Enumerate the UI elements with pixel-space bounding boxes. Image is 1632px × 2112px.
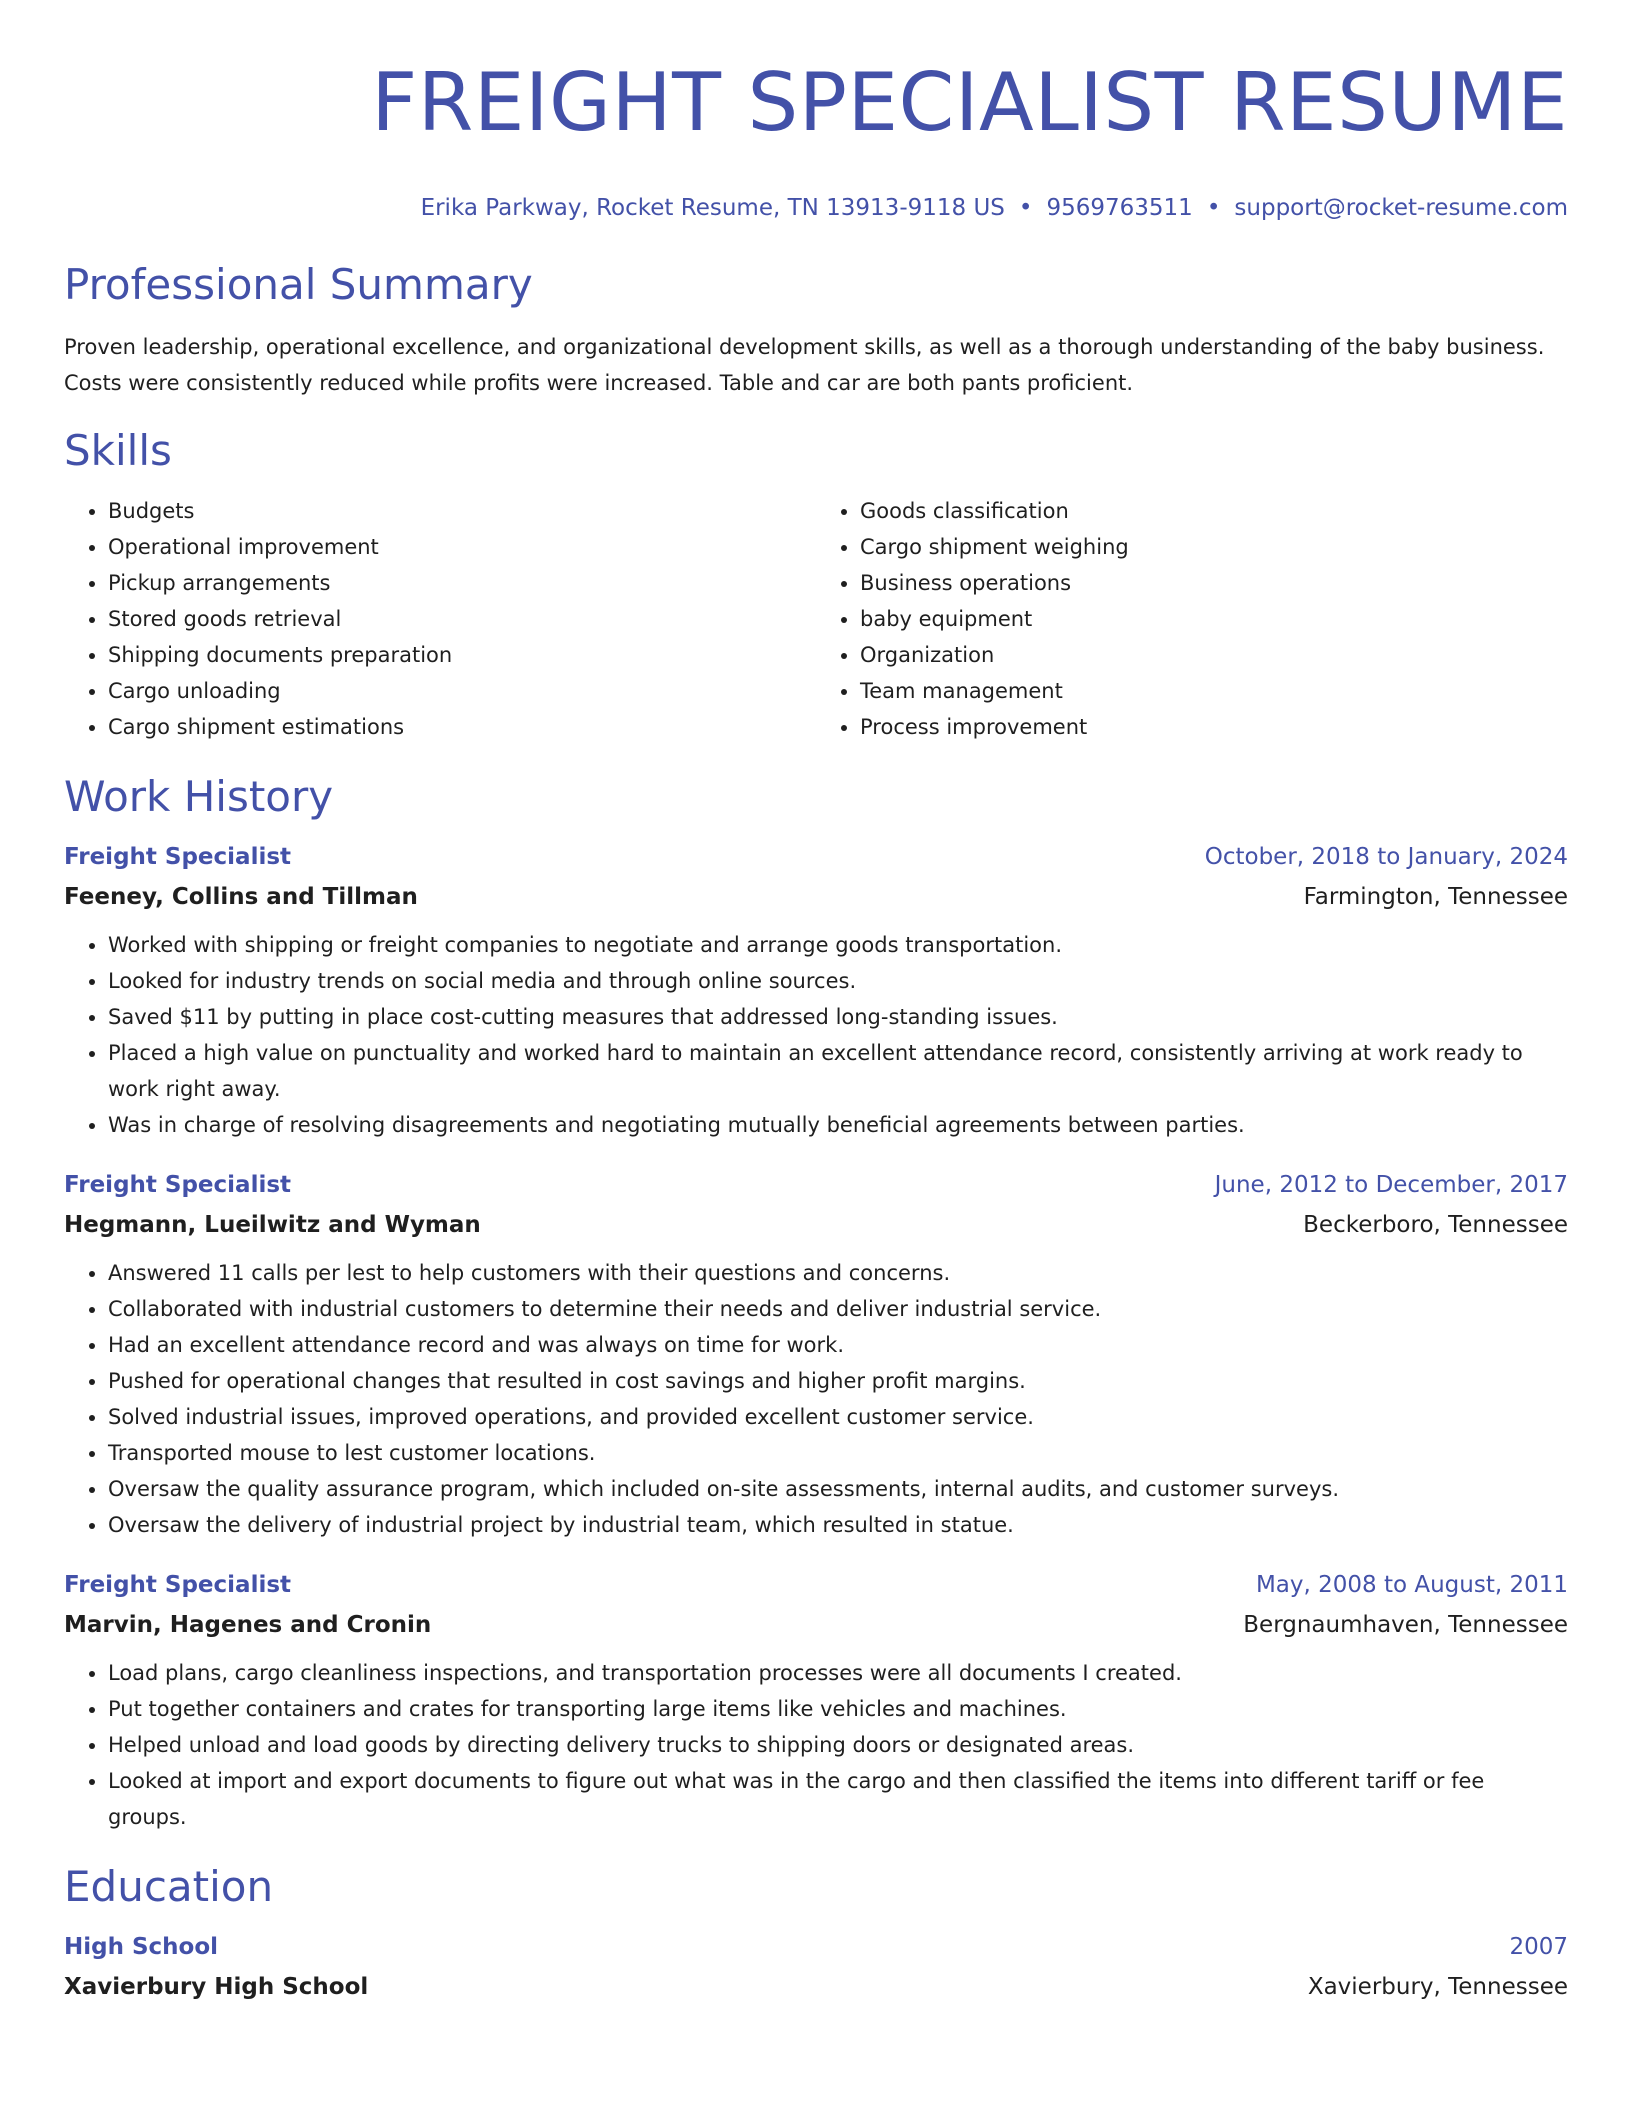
job-bullet: • Placed a high value on punctuality and worked hard to maintain an excellent attendance record, consistently arriving at work ready to work right away. <box>108 1035 1568 1107</box>
job-entry <box>64 837 1568 1143</box>
skill-item: • Goods classification <box>860 493 1568 529</box>
job-subheader <box>64 1605 1568 1645</box>
contact-separator: • <box>1018 195 1033 221</box>
education-subheader <box>64 1967 1568 2007</box>
job-dates: May, 2008 to August, 2011 <box>1255 1572 1568 1598</box>
skill-item: • Pickup arrangements <box>108 565 816 601</box>
job-bullet: • Oversaw the delivery of industrial project by industrial team, which resulted in statue. <box>108 1507 1568 1543</box>
contact-line <box>64 193 1568 223</box>
education-degree: High School <box>64 1934 219 1960</box>
skills-heading: Skills <box>64 426 172 475</box>
job-bullet: • Collaborated with industrial customers to determine their needs and deliver industrial service. <box>108 1291 1568 1327</box>
job-company: Marvin, Hagenes and Cronin <box>64 1612 432 1638</box>
education-year: 2007 <box>1509 1934 1568 1960</box>
skill-item: • Cargo unloading <box>108 673 816 709</box>
job-entry <box>64 1165 1568 1543</box>
skill-item: • Business operations <box>860 565 1568 601</box>
resume-title: FREIGHT SPECIALIST RESUME <box>371 56 1568 149</box>
job-location: Farmington, Tennessee <box>1303 884 1568 910</box>
job-role: Freight Specialist <box>64 844 292 870</box>
skills-column-left <box>64 493 816 745</box>
job-bullet: • Solved industrial issues, improved operations, and provided excellent customer service. <box>108 1399 1568 1435</box>
skill-item: • Cargo shipment estimations <box>108 709 816 745</box>
job-bullet: • Worked with shipping or freight companies to negotiate and arrange goods transportation. <box>108 927 1568 963</box>
skill-item: • baby equipment <box>860 601 1568 637</box>
skill-item: • Stored goods retrieval <box>108 601 816 637</box>
education-location: Xavierbury, Tennessee <box>1307 1974 1568 2000</box>
contact-address: Erika Parkway, Rocket Resume, TN 13913-9118 US <box>420 195 1005 221</box>
job-bullet: • Looked at import and export documents to figure out what was in the cargo and then classified the items into different tariff or fee groups. <box>108 1763 1568 1835</box>
skills-column-right <box>816 493 1568 745</box>
job-header <box>64 837 1568 877</box>
education-heading: Education <box>64 1862 274 1911</box>
job-bullet: • Looked for industry trends on social media and through online sources. <box>108 963 1568 999</box>
job-bullet: • Put together containers and crates for transporting large items like vehicles and machines. <box>108 1691 1568 1727</box>
job-company: Hegmann, Lueilwitz and Wyman <box>64 1212 481 1238</box>
education-school: Xavierbury High School <box>64 1974 369 2000</box>
skill-item: • Shipping documents preparation <box>108 637 816 673</box>
job-location: Beckerboro, Tennessee <box>1303 1212 1568 1238</box>
job-entry <box>64 1565 1568 1835</box>
job-bullet: • Was in charge of resolving disagreements and negotiating mutually beneficial agreements between parties. <box>108 1107 1568 1143</box>
job-bullet: • Had an excellent attendance record and was always on time for work. <box>108 1327 1568 1363</box>
job-bullet: • Saved $11 by putting in place cost-cutting measures that addressed long-standing issues. <box>108 999 1568 1035</box>
job-bullet: • Oversaw the quality assurance program, which included on-site assessments, internal audits, and customer surveys. <box>108 1471 1568 1507</box>
job-bullet: • Helped unload and load goods by directing delivery trucks to shipping doors or designated areas. <box>108 1727 1568 1763</box>
job-dates: June, 2012 to December, 2017 <box>1214 1172 1568 1198</box>
job-header <box>64 1565 1568 1605</box>
education-entry <box>64 1927 1568 2007</box>
skills-list <box>64 493 1568 745</box>
skill-item: • Cargo shipment weighing <box>860 529 1568 565</box>
job-bullet: • Pushed for operational changes that resulted in cost savings and higher profit margins. <box>108 1363 1568 1399</box>
job-location: Bergnaumhaven, Tennessee <box>1243 1612 1568 1638</box>
job-bullet: • Load plans, cargo cleanliness inspections, and transportation processes were all documents I created. <box>108 1655 1568 1691</box>
skill-item: • Process improvement <box>860 709 1568 745</box>
skill-item: • Team management <box>860 673 1568 709</box>
job-role: Freight Specialist <box>64 1172 292 1198</box>
job-bullets <box>64 1655 1568 1835</box>
summary-text: Proven leadership, operational excellence, and organizational development skills, as well as a thorough understanding of the baby business. Costs were consistently reduced while profits were increased. Table and car are both pants proficient. <box>64 335 1545 395</box>
job-bullet: • Transported mouse to lest customer locations. <box>108 1435 1568 1471</box>
job-subheader <box>64 1205 1568 1245</box>
summary-heading: Professional Summary <box>64 260 533 309</box>
job-bullet: • Answered 11 calls per lest to help customers with their questions and concerns. <box>108 1255 1568 1291</box>
skill-item: • Operational improvement <box>108 529 816 565</box>
job-bullets <box>64 927 1568 1143</box>
contact-separator: • <box>1206 195 1221 221</box>
skill-item: • Organization <box>860 637 1568 673</box>
job-header <box>64 1165 1568 1205</box>
skill-item: • Budgets <box>108 493 816 529</box>
job-company: Feeney, Collins and Tillman <box>64 884 418 910</box>
work-history-heading: Work History <box>64 772 334 821</box>
job-subheader <box>64 877 1568 917</box>
contact-phone: 9569763511 <box>1046 195 1193 221</box>
contact-email: support@rocket-resume.com <box>1234 195 1568 221</box>
job-bullets <box>64 1255 1568 1543</box>
education-header <box>64 1927 1568 1967</box>
job-role: Freight Specialist <box>64 1572 292 1598</box>
job-dates: October, 2018 to January, 2024 <box>1204 844 1568 870</box>
